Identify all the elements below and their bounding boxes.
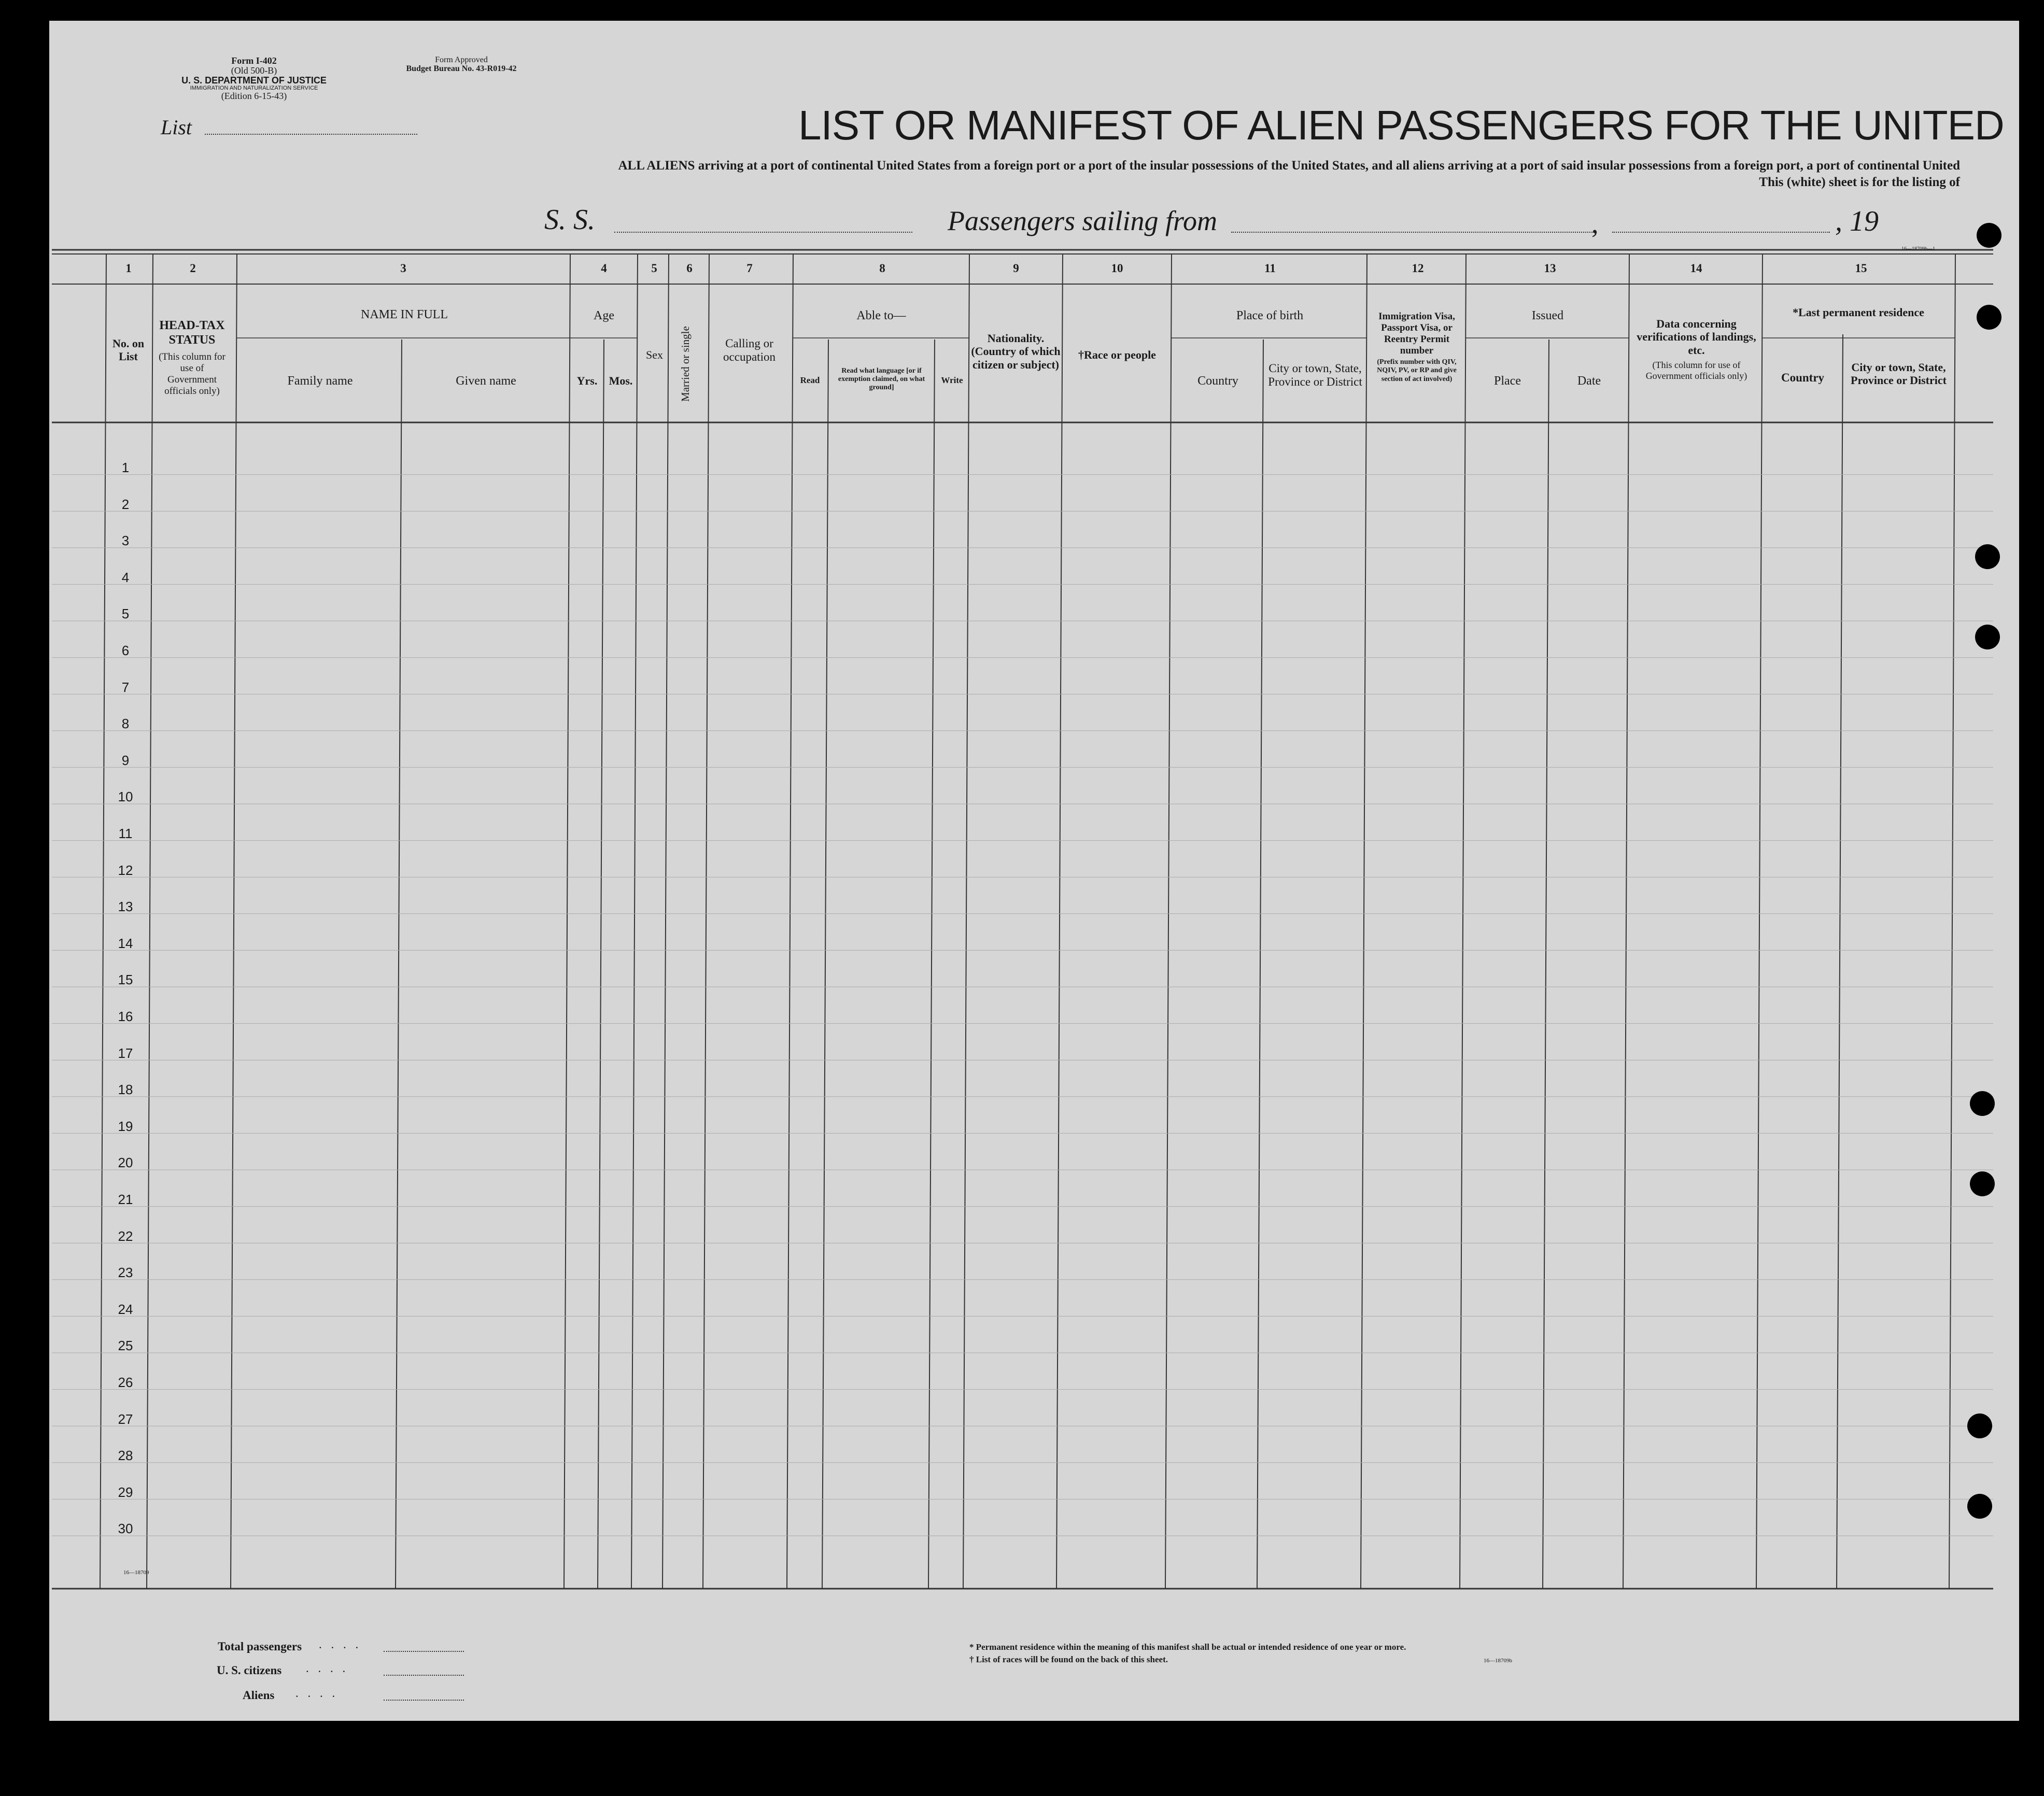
yrs-header: Yrs. <box>576 374 598 387</box>
grid-line <box>822 340 828 1589</box>
name-in-full-header: NAME IN FULL <box>361 308 448 321</box>
grid-line <box>662 254 669 1589</box>
row-number: 11 <box>118 826 133 841</box>
grid-line <box>1837 334 1843 1589</box>
row-number: 25 <box>118 1338 133 1354</box>
grid-line <box>1756 254 1763 1589</box>
column-number: 15 <box>1855 262 1867 275</box>
print-code-top: 16—18709b—1 <box>1901 246 1935 252</box>
binder-hole <box>1970 1171 1995 1196</box>
issued-date-header: Date <box>1577 374 1601 388</box>
row-number: 10 <box>118 789 133 805</box>
calling-header: Calling or occupation <box>723 337 776 364</box>
visa-header: Immigration Visa, Passport Visa, or Reentry Permit number (Prefix number with QIV, NQIV, PV, or RP and give section of act involved) <box>1377 311 1457 383</box>
grid-line <box>564 254 570 1589</box>
age-header: Age <box>594 309 614 322</box>
birth-country-header: Country <box>1197 374 1238 388</box>
grid-line <box>100 254 106 1589</box>
read-language-header: Read what language [or if exemption claimed, on what ground] <box>838 367 925 392</box>
row-number: 16 <box>118 1009 133 1024</box>
comma: , <box>1591 208 1599 239</box>
column-number: 13 <box>1544 262 1556 275</box>
grid-line <box>631 254 638 1589</box>
row-number: 26 <box>118 1375 133 1390</box>
sailing-date-field[interactable] <box>1612 232 1830 233</box>
row-number: 2 <box>121 496 130 512</box>
row-number: 19 <box>118 1118 133 1134</box>
landing-data-header: Data concerning verifications of landings, etc. (This column for use of Government officials only) <box>1637 317 1756 381</box>
row-number: 29 <box>118 1484 133 1500</box>
race-header: †Race or people <box>1078 348 1156 361</box>
column-number: 14 <box>1690 262 1702 275</box>
us-citizens-field[interactable] <box>384 1675 464 1676</box>
head-tax-header: HEAD-TAX STATUS (This column for use of Government officials only) <box>159 319 225 397</box>
binder-hole <box>1967 1494 1992 1519</box>
ship-name-field[interactable] <box>614 232 912 233</box>
row-number: 24 <box>118 1301 133 1317</box>
total-passengers-label: Total passengers <box>218 1640 302 1653</box>
column-number: 11 <box>1264 262 1276 275</box>
row-number: 28 <box>118 1448 133 1464</box>
no-on-list-header: No. on List <box>112 337 145 363</box>
aliens-dots: . . . . <box>295 1687 339 1700</box>
row-number: 8 <box>121 716 130 732</box>
place-of-birth-header: Place of birth <box>1236 309 1304 322</box>
row-number: 6 <box>121 643 130 658</box>
family-name-header: Family name <box>287 374 353 388</box>
row-number: 4 <box>121 569 130 585</box>
year-label: , 19 <box>1835 205 1879 237</box>
binder-hole <box>1970 1091 1995 1116</box>
binder-hole <box>1975 544 2000 569</box>
grid-line <box>1361 254 1367 1589</box>
form-info <box>156 56 353 101</box>
column-number: 8 <box>879 262 885 275</box>
row-number: 18 <box>118 1082 133 1098</box>
issued-place-header: Place <box>1494 374 1521 388</box>
grid-line <box>1165 254 1172 1589</box>
binder-hole <box>1975 625 2000 649</box>
service: IMMIGRATION AND NATURALIZATION SERVICE <box>190 84 318 91</box>
subtitle-line-2: This (white) sheet is for the listing of <box>1759 175 1960 189</box>
row-number: 17 <box>118 1045 133 1061</box>
column-number: 2 <box>190 262 196 275</box>
last-residence-header: *Last permanent residence <box>1793 306 1924 319</box>
grid-line <box>147 254 153 1589</box>
print-code-bottom-left: 16—18709 <box>123 1569 149 1576</box>
sailing-port-field[interactable] <box>1231 232 1594 233</box>
residence-city-header: City or town, State, Province or District <box>1851 361 1947 387</box>
married-header: Married or single <box>679 326 692 402</box>
row-number: 21 <box>118 1192 133 1207</box>
edition: (Edition 6-15-43) <box>221 91 287 102</box>
row-number: 23 <box>118 1265 133 1281</box>
sailing-from-label: Passengers sailing from <box>948 205 1218 236</box>
row-number: 27 <box>118 1411 133 1427</box>
list-field[interactable] <box>205 134 417 135</box>
row-number: 9 <box>121 752 130 768</box>
old-form-number: (Old 500-B) <box>231 65 277 76</box>
mos-header: Mos. <box>609 374 633 387</box>
row-number: 13 <box>118 899 133 915</box>
list-label: List <box>161 116 192 139</box>
grid-line <box>928 340 935 1589</box>
total-passengers-field[interactable] <box>384 1651 464 1652</box>
department: U. S. DEPARTMENT OF JUSTICE <box>181 75 327 86</box>
column-number: 6 <box>686 262 693 275</box>
column-number: 7 <box>746 262 753 275</box>
sex-header: Sex <box>646 348 663 361</box>
binder-hole <box>1977 223 2001 248</box>
row-number: 1 <box>121 460 130 475</box>
read-header: Read <box>800 375 820 385</box>
grid-line <box>963 254 969 1589</box>
budget-bureau: Budget Bureau No. 43-R019-42 <box>406 64 517 73</box>
column-number: 1 <box>125 262 132 275</box>
grid-line <box>598 340 604 1589</box>
column-number: 12 <box>1412 262 1424 275</box>
form-number: Form I-402 <box>231 55 277 66</box>
row-number: 22 <box>118 1228 133 1244</box>
page-title: LIST OR MANIFEST OF ALIEN PASSENGERS FOR THE UNITED <box>798 102 2004 148</box>
issued-header: Issued <box>1531 309 1564 322</box>
column-number: 4 <box>601 262 607 275</box>
us-citizens-dots: . . . . <box>306 1662 349 1675</box>
row-number: 15 <box>118 972 133 988</box>
grid-line <box>1543 340 1549 1589</box>
column-number: 9 <box>1013 262 1019 275</box>
birth-city-header: City or town, State, Province or District <box>1268 362 1362 389</box>
grid-line <box>1056 254 1063 1589</box>
row-number: 20 <box>118 1155 133 1171</box>
total-passengers-dots: . . . . <box>319 1638 362 1651</box>
given-name-header: Given name <box>456 374 516 388</box>
column-number: 3 <box>400 262 406 275</box>
us-citizens-label: U. S. citizens <box>217 1664 282 1677</box>
ss-label: S. S. <box>544 204 595 236</box>
grid-line <box>1949 254 1955 1589</box>
grid-line <box>231 254 237 1589</box>
grid-line <box>787 254 793 1589</box>
row-number: 3 <box>121 533 130 549</box>
row-number: 14 <box>118 935 133 951</box>
binder-hole <box>1967 1413 1992 1438</box>
grid-line <box>396 340 402 1589</box>
binder-hole <box>1977 305 2001 330</box>
grid-line <box>1257 340 1263 1589</box>
footnote-races: † List of races will be found on the back of this sheet. <box>969 1654 1168 1664</box>
row-number: 30 <box>118 1521 133 1537</box>
grid-line <box>1460 254 1466 1589</box>
grid-line <box>703 254 709 1589</box>
footnote-permanent: * Permanent residence within the meaning of this manifest shall be actual or intended residence of one year or more. <box>969 1642 1406 1652</box>
subtitle-line-1: ALL ALIENS arriving at a port of continental United States from a foreign port or a port of the insular possessions of the United States, and all aliens arriving at a port of said insular possessions from a foreign port, a port of continental United <box>618 159 1960 173</box>
grid-line <box>1623 254 1629 1589</box>
form-approval <box>384 56 539 74</box>
row-number: 12 <box>118 862 133 878</box>
aliens-field[interactable] <box>384 1700 464 1701</box>
row-number: 5 <box>121 606 130 622</box>
column-number: 10 <box>1111 262 1123 275</box>
aliens-label: Aliens <box>243 1689 275 1702</box>
residence-country-header: Country <box>1781 371 1825 384</box>
able-to-header: Able to— <box>856 309 906 322</box>
row-number: 7 <box>121 679 130 695</box>
footnote-code: 16—18709b <box>1484 1658 1512 1664</box>
nationality-header: Nationality. (Country of which citizen or subject) <box>971 332 1061 371</box>
column-number: 5 <box>651 262 657 275</box>
write-header: Write <box>941 375 963 385</box>
form-approved: Form Approved <box>435 55 488 64</box>
